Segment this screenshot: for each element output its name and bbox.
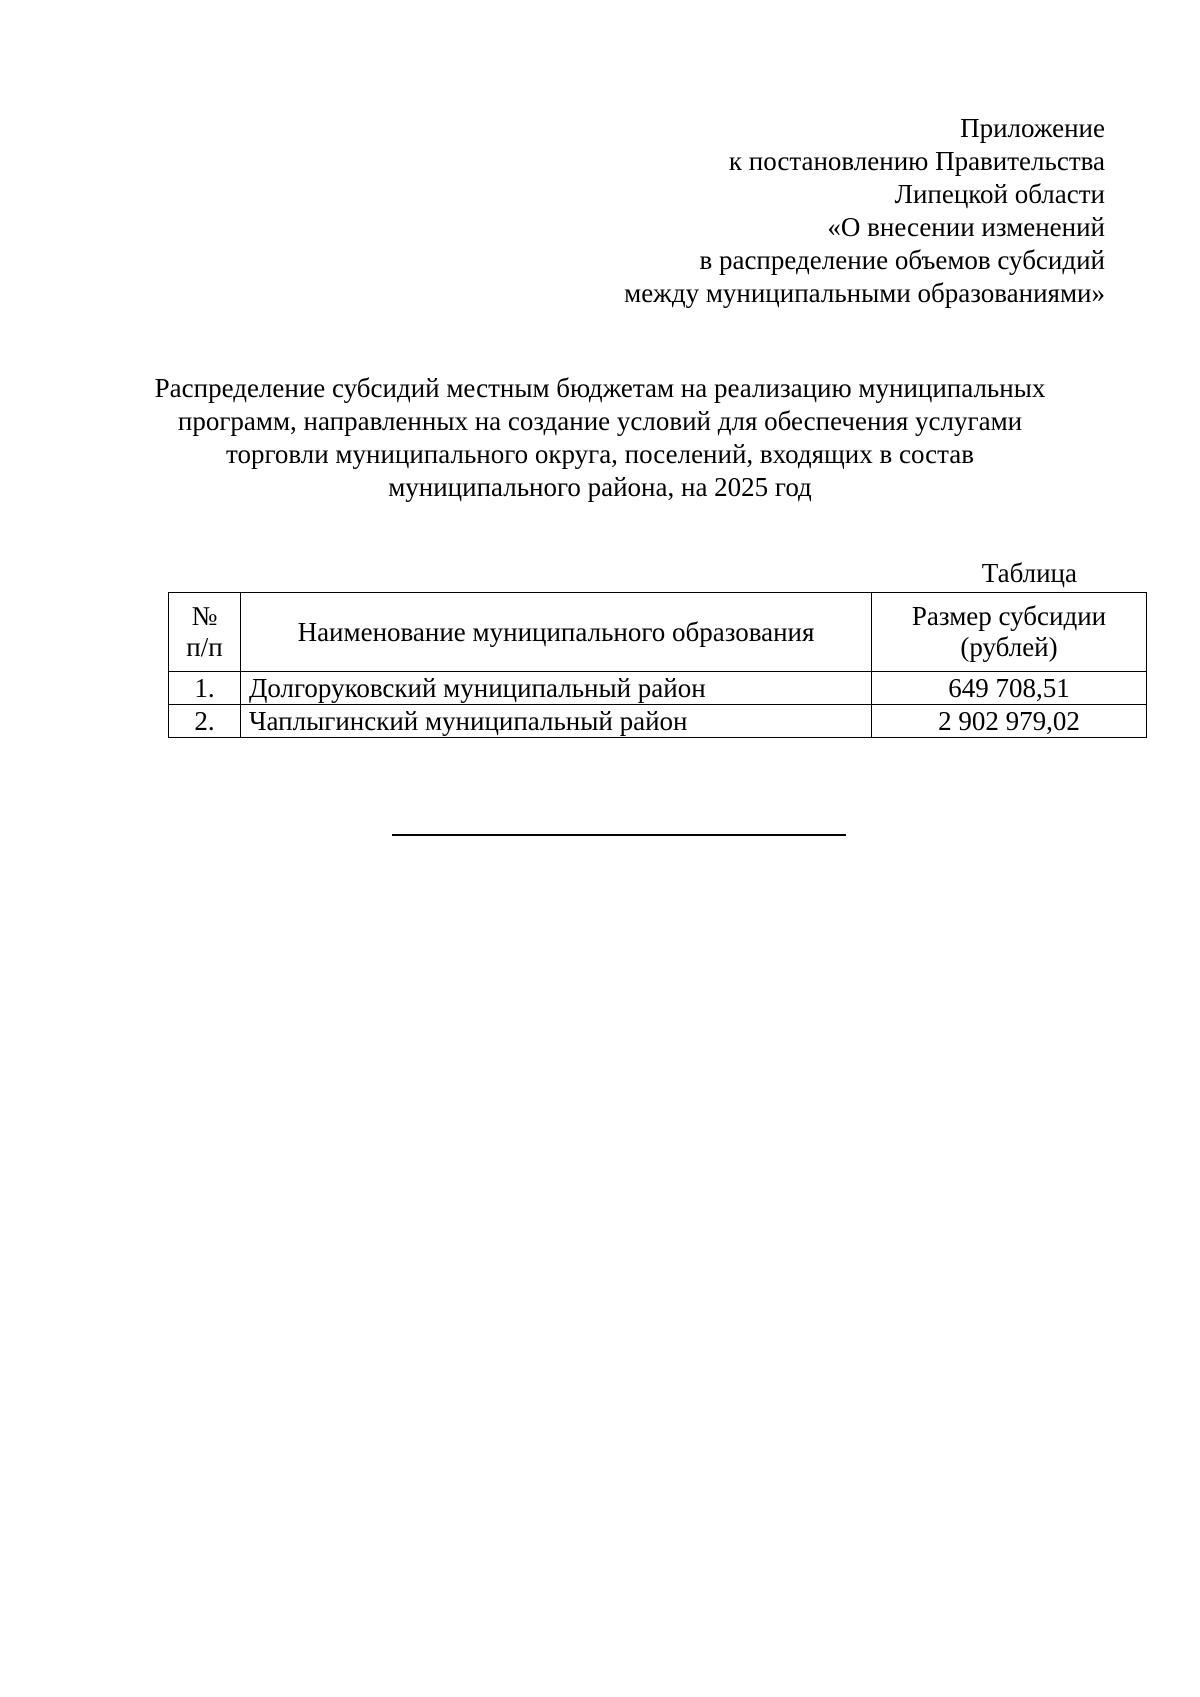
subsidy-table xyxy=(168,592,1147,738)
table-header-row xyxy=(169,593,1147,672)
appendix-line: к постановлению Правительства xyxy=(728,146,1105,176)
appendix-line: Приложение xyxy=(960,113,1105,143)
row-number: 1. xyxy=(169,672,241,705)
appendix-line: в распределение объемов субсидий xyxy=(699,245,1105,275)
document-title xyxy=(150,372,1050,504)
header-number-abbr: п/п xyxy=(186,632,223,662)
header-number xyxy=(169,593,241,672)
appendix-line: «О внесении изменений xyxy=(827,212,1105,242)
row-amount: 2 902 979,02 xyxy=(872,705,1147,738)
header-amount-unit: (рублей) xyxy=(960,632,1058,662)
table-row xyxy=(169,672,1147,705)
table-label: Таблица xyxy=(981,558,1077,588)
title-line: муниципального района, на 2025 год xyxy=(388,472,812,502)
header-amount-label: Размер субсидии xyxy=(911,601,1107,631)
title-line: программ, направленных на создание условий для обеспечения услугами xyxy=(177,406,1023,436)
title-line: торговли муниципального округа, поселений, входящих в состав xyxy=(226,439,974,469)
row-name: Чаплыгинский муниципальный район xyxy=(241,705,872,738)
title-line: Распределение субсидий местным бюджетам на реализацию муниципальных xyxy=(154,373,1046,403)
row-number: 2. xyxy=(169,705,241,738)
appendix-line: между муниципальными образованиями» xyxy=(624,278,1105,308)
closing-divider xyxy=(392,834,846,836)
row-name: Долгоруковский муниципальный район xyxy=(241,672,872,705)
header-amount xyxy=(872,593,1147,672)
appendix-block xyxy=(624,112,1105,310)
header-number-symbol: № xyxy=(191,601,218,631)
header-name: Наименование муниципального образования xyxy=(241,593,872,672)
row-amount: 649 708,51 xyxy=(872,672,1147,705)
table-row xyxy=(169,705,1147,738)
appendix-line: Липецкой области xyxy=(894,179,1105,209)
